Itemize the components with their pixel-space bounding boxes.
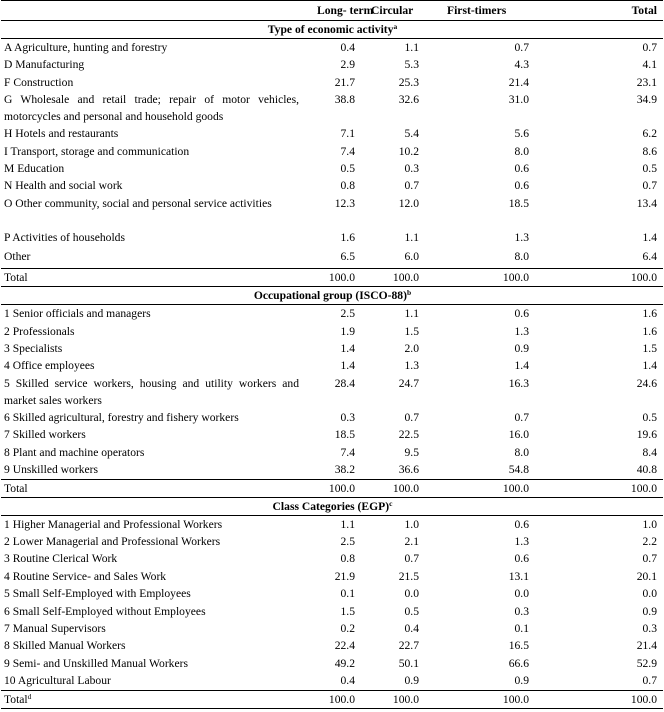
row-label: H Hotels and restaurants bbox=[4, 127, 119, 141]
cell-long-term: 1.4 bbox=[340, 359, 355, 373]
cell-circular: 22.5 bbox=[398, 428, 419, 442]
cell-first-timers: 0.7 bbox=[514, 410, 529, 424]
cell-first-timers: 0.6 bbox=[514, 179, 529, 193]
total-label: Total bbox=[4, 271, 28, 285]
table-row bbox=[1, 461, 663, 479]
cell-first-timers: 0.6 bbox=[514, 552, 529, 566]
table-row bbox=[1, 340, 663, 357]
table-row bbox=[1, 195, 663, 229]
total-label-cell bbox=[1, 690, 301, 708]
cell-long-term: 38.2 bbox=[334, 463, 355, 477]
row-label: 5 Skilled service workers, housing and utility workers and market sales workers bbox=[4, 376, 299, 407]
cell-circular: 1.1 bbox=[404, 307, 419, 321]
table-row bbox=[1, 568, 663, 585]
table-row bbox=[1, 375, 663, 409]
cell-circular: 6.0 bbox=[404, 250, 419, 264]
cell-first-timers: 0.9 bbox=[514, 342, 529, 356]
cell-long-term: 0.3 bbox=[340, 410, 355, 424]
cell-total: 1.4 bbox=[642, 230, 657, 244]
cell-long-term: 1.1 bbox=[340, 517, 355, 531]
table-row bbox=[1, 56, 663, 73]
cell-long-term: 0.1 bbox=[340, 587, 355, 601]
cell-total: 1.6 bbox=[642, 324, 657, 338]
section-header bbox=[1, 497, 663, 515]
cell-total: 21.4 bbox=[636, 639, 657, 653]
table-header bbox=[1, 1, 663, 21]
table-row bbox=[1, 39, 663, 57]
total-total: 100.0 bbox=[539, 690, 663, 708]
cell-total: 1.0 bbox=[642, 517, 657, 531]
section-footnote-mark: b bbox=[406, 288, 412, 298]
total-total: 100.0 bbox=[539, 479, 663, 497]
table-row bbox=[1, 91, 663, 125]
cell-circular: 1.0 bbox=[404, 517, 419, 531]
total-long-term: 100.0 bbox=[301, 269, 363, 287]
cell-first-timers: 8.0 bbox=[514, 250, 529, 264]
cell-circular: 1.1 bbox=[404, 230, 419, 244]
cell-circular: 5.4 bbox=[404, 127, 419, 141]
cell-first-timers: 0.0 bbox=[514, 587, 529, 601]
section-title-cell bbox=[1, 497, 663, 515]
cell-first-timers: 13.1 bbox=[508, 569, 529, 583]
total-label-cell bbox=[1, 479, 301, 497]
row-label: F Construction bbox=[4, 75, 74, 89]
row-label: 6 Small Self-Employed without Employees bbox=[4, 604, 206, 618]
table-row bbox=[1, 655, 663, 672]
cell-long-term: 28.4 bbox=[334, 376, 355, 390]
header-first-timers: First-timers bbox=[427, 1, 539, 21]
table-row bbox=[1, 229, 663, 246]
cell-circular: 5.3 bbox=[404, 58, 419, 72]
table-row bbox=[1, 323, 663, 340]
row-label: 1 Higher Managerial and Professional Workers bbox=[4, 517, 223, 531]
cell-total: 52.9 bbox=[636, 656, 657, 670]
row-label: A Agriculture, hunting and forestry bbox=[4, 41, 168, 54]
cell-circular: 0.5 bbox=[404, 604, 419, 618]
document-page bbox=[1, 0, 663, 709]
row-label: I Transport, storage and communication bbox=[4, 144, 190, 158]
cell-circular: 1.3 bbox=[404, 359, 419, 373]
cell-circular: 32.6 bbox=[398, 93, 419, 107]
section-title-cell bbox=[1, 287, 663, 305]
table-row bbox=[1, 515, 663, 533]
header-long-term: Long- term bbox=[301, 1, 363, 21]
cell-first-timers: 0.3 bbox=[514, 604, 529, 618]
cell-total: 0.7 bbox=[642, 674, 657, 688]
section-footnote-mark: a bbox=[393, 22, 398, 31]
table-row bbox=[1, 426, 663, 443]
cell-first-timers: 4.3 bbox=[514, 58, 529, 72]
total-total: 100.0 bbox=[539, 269, 663, 287]
cell-total: 0.7 bbox=[642, 41, 657, 54]
table-row bbox=[1, 533, 663, 550]
row-label: 2 Professionals bbox=[4, 324, 75, 338]
table-row bbox=[1, 409, 663, 426]
cell-long-term: 0.8 bbox=[340, 179, 355, 193]
cell-total: 34.9 bbox=[636, 93, 657, 107]
row-label: 4 Office employees bbox=[4, 359, 95, 373]
cell-long-term: 2.5 bbox=[340, 307, 355, 321]
cell-total: 1.6 bbox=[642, 307, 657, 321]
row-label: 7 Skilled workers bbox=[4, 428, 86, 442]
cell-circular: 12.0 bbox=[398, 196, 419, 210]
cell-circular: 25.3 bbox=[398, 75, 419, 89]
cell-total: 19.6 bbox=[636, 428, 657, 442]
cell-long-term: 7.4 bbox=[340, 445, 355, 459]
cell-long-term: 0.8 bbox=[340, 552, 355, 566]
row-label: 5 Small Self-Employed with Employees bbox=[4, 587, 191, 601]
total-circular: 100.0 bbox=[363, 479, 427, 497]
cell-first-timers: 8.0 bbox=[514, 144, 529, 158]
cell-first-timers: 1.3 bbox=[514, 534, 529, 548]
cell-total: 6.2 bbox=[642, 127, 657, 141]
section-title: Type of economic activity bbox=[267, 23, 394, 36]
cell-first-timers: 8.0 bbox=[514, 445, 529, 459]
cell-total: 2.2 bbox=[642, 534, 657, 548]
cell-circular: 1.5 bbox=[404, 324, 419, 338]
cell-long-term: 6.5 bbox=[340, 250, 355, 264]
cell-long-term: 7.1 bbox=[340, 127, 355, 141]
cell-total: 0.9 bbox=[642, 604, 657, 618]
table-row bbox=[1, 125, 663, 142]
cell-first-timers: 66.6 bbox=[508, 656, 529, 670]
cell-circular: 21.5 bbox=[398, 569, 419, 583]
cell-total: 0.3 bbox=[642, 621, 657, 635]
cell-long-term: 1.4 bbox=[340, 342, 355, 356]
total-label-cell bbox=[1, 269, 301, 287]
cell-long-term: 0.4 bbox=[340, 674, 355, 688]
cell-long-term: 21.9 bbox=[334, 569, 355, 583]
cell-circular: 0.4 bbox=[404, 621, 419, 635]
header-circular: Circular bbox=[363, 1, 427, 21]
cell-total: 0.0 bbox=[642, 587, 657, 601]
table-row bbox=[1, 603, 663, 620]
total-circular: 100.0 bbox=[363, 690, 427, 708]
cell-circular: 2.0 bbox=[404, 342, 419, 356]
total-first-timers: 100.0 bbox=[427, 269, 539, 287]
distribution-table bbox=[1, 0, 663, 709]
cell-circular: 2.1 bbox=[404, 534, 419, 548]
total-first-timers: 100.0 bbox=[427, 479, 539, 497]
section-title: Class Categories (EGP) bbox=[272, 499, 390, 513]
cell-first-timers: 0.6 bbox=[514, 517, 529, 531]
cell-first-timers: 1.4 bbox=[514, 359, 529, 373]
row-label: P Activities of households bbox=[4, 230, 125, 244]
cell-total: 0.5 bbox=[642, 410, 657, 424]
total-row bbox=[1, 269, 663, 287]
cell-long-term: 38.8 bbox=[334, 93, 355, 107]
row-label: 4 Routine Service- and Sales Work bbox=[4, 569, 167, 583]
table-row bbox=[1, 160, 663, 177]
cell-total: 8.4 bbox=[642, 445, 657, 459]
section-title-cell bbox=[1, 21, 663, 39]
row-label: G Wholesale and retail trade; repair of motor vehicles, motorcycles and personal and household goods bbox=[4, 93, 299, 124]
cell-total: 1.4 bbox=[642, 359, 657, 373]
cell-first-timers: 1.3 bbox=[514, 324, 529, 338]
row-label: 8 Skilled Manual Workers bbox=[4, 639, 126, 653]
cell-long-term: 0.5 bbox=[340, 162, 355, 176]
total-label: Total bbox=[4, 481, 28, 495]
total-first-timers: 100.0 bbox=[427, 690, 539, 708]
cell-first-timers: 1.3 bbox=[514, 230, 529, 244]
table-row bbox=[1, 444, 663, 461]
cell-long-term: 0.2 bbox=[340, 621, 355, 635]
row-label: 7 Manual Supervisors bbox=[4, 621, 106, 635]
total-footnote-mark: d bbox=[27, 691, 32, 701]
section-footnote-mark: c bbox=[389, 498, 393, 508]
cell-circular: 22.7 bbox=[398, 639, 419, 653]
cell-total: 40.8 bbox=[636, 463, 657, 477]
cell-circular: 0.0 bbox=[404, 587, 419, 601]
cell-first-timers: 5.6 bbox=[514, 127, 529, 141]
cell-first-timers: 16.3 bbox=[508, 376, 529, 390]
row-label: N Health and social work bbox=[4, 179, 123, 193]
row-label: 6 Skilled agricultural, forestry and fishery workers bbox=[4, 410, 239, 424]
row-label: Other bbox=[4, 250, 31, 264]
cell-first-timers: 16.0 bbox=[508, 428, 529, 442]
cell-long-term: 22.4 bbox=[334, 639, 355, 653]
cell-first-timers: 0.6 bbox=[514, 162, 529, 176]
total-long-term: 100.0 bbox=[301, 479, 363, 497]
table-row bbox=[1, 305, 663, 323]
cell-total: 1.5 bbox=[642, 342, 657, 356]
total-row bbox=[1, 479, 663, 497]
cell-total: 13.4 bbox=[636, 196, 657, 210]
header-total: Total bbox=[539, 1, 663, 21]
section-header bbox=[1, 21, 663, 39]
header-label-cell bbox=[1, 1, 301, 21]
cell-total: 20.1 bbox=[636, 569, 657, 583]
cell-long-term: 0.4 bbox=[340, 41, 355, 54]
cell-total: 8.6 bbox=[642, 144, 657, 158]
row-label: 10 Agricultural Labour bbox=[4, 674, 111, 688]
cell-circular: 0.7 bbox=[404, 410, 419, 424]
cell-circular: 1.1 bbox=[404, 41, 419, 54]
row-label: M Education bbox=[4, 162, 65, 176]
cell-long-term: 7.4 bbox=[340, 144, 355, 158]
cell-first-timers: 18.5 bbox=[508, 196, 529, 210]
cell-long-term: 2.9 bbox=[340, 58, 355, 72]
table-row bbox=[1, 620, 663, 637]
cell-first-timers: 0.9 bbox=[514, 674, 529, 688]
cell-total: 24.6 bbox=[636, 376, 657, 390]
cell-long-term: 49.2 bbox=[334, 656, 355, 670]
cell-long-term: 2.5 bbox=[340, 534, 355, 548]
cell-circular: 0.7 bbox=[404, 552, 419, 566]
cell-first-timers: 16.5 bbox=[508, 639, 529, 653]
cell-long-term: 1.6 bbox=[340, 230, 355, 244]
row-label: 3 Specialists bbox=[4, 342, 63, 356]
row-label: 3 Routine Clerical Work bbox=[4, 552, 118, 566]
table-row bbox=[1, 74, 663, 91]
table-row bbox=[1, 637, 663, 654]
cell-first-timers: 21.4 bbox=[508, 75, 529, 89]
cell-circular: 24.7 bbox=[398, 376, 419, 390]
section-header bbox=[1, 287, 663, 305]
cell-total: 0.7 bbox=[642, 179, 657, 193]
cell-total: 23.1 bbox=[636, 75, 657, 89]
total-row bbox=[1, 690, 663, 708]
total-long-term: 100.0 bbox=[301, 690, 363, 708]
cell-circular: 36.6 bbox=[398, 463, 419, 477]
cell-total: 4.1 bbox=[642, 58, 657, 72]
row-label: O Other community, social and personal service activities bbox=[4, 196, 272, 210]
cell-first-timers: 0.6 bbox=[514, 307, 529, 321]
row-label: 2 Lower Managerial and Professional Workers bbox=[4, 534, 221, 548]
cell-first-timers: 0.7 bbox=[514, 41, 529, 54]
table-row bbox=[1, 672, 663, 690]
cell-total: 0.5 bbox=[642, 162, 657, 176]
header-row bbox=[1, 1, 663, 21]
cell-first-timers: 54.8 bbox=[508, 463, 529, 477]
cell-long-term: 1.9 bbox=[340, 324, 355, 338]
cell-circular: 9.5 bbox=[404, 445, 419, 459]
table-body bbox=[1, 21, 663, 709]
table-row bbox=[1, 177, 663, 194]
table-row bbox=[1, 143, 663, 160]
cell-circular: 10.2 bbox=[398, 144, 419, 158]
row-label: 1 Senior officials and managers bbox=[4, 307, 151, 321]
cell-long-term: 18.5 bbox=[334, 428, 355, 442]
cell-circular: 0.9 bbox=[404, 674, 419, 688]
cell-total: 6.4 bbox=[642, 250, 657, 264]
cell-long-term: 1.5 bbox=[340, 604, 355, 618]
cell-first-timers: 31.0 bbox=[508, 93, 529, 107]
cell-long-term: 12.3 bbox=[334, 196, 355, 210]
row-label: 9 Unskilled workers bbox=[4, 463, 99, 477]
row-label: D Manufacturing bbox=[4, 58, 85, 72]
cell-circular: 0.3 bbox=[404, 162, 419, 176]
row-label: 9 Semi- and Unskilled Manual Workers bbox=[4, 656, 188, 670]
table-row bbox=[1, 550, 663, 567]
cell-circular: 50.1 bbox=[398, 656, 419, 670]
cell-long-term: 21.7 bbox=[334, 75, 355, 89]
cell-total: 0.7 bbox=[642, 552, 657, 566]
cell-circular: 0.7 bbox=[404, 179, 419, 193]
table-row bbox=[1, 357, 663, 374]
section-title: Occupational group (ISCO-88) bbox=[253, 289, 407, 303]
total-label: Total bbox=[4, 692, 28, 706]
table-row bbox=[1, 585, 663, 602]
cell-first-timers: 0.1 bbox=[514, 621, 529, 635]
total-circular: 100.0 bbox=[363, 269, 427, 287]
table-row bbox=[1, 246, 663, 269]
row-label: 8 Plant and machine operators bbox=[4, 445, 145, 459]
